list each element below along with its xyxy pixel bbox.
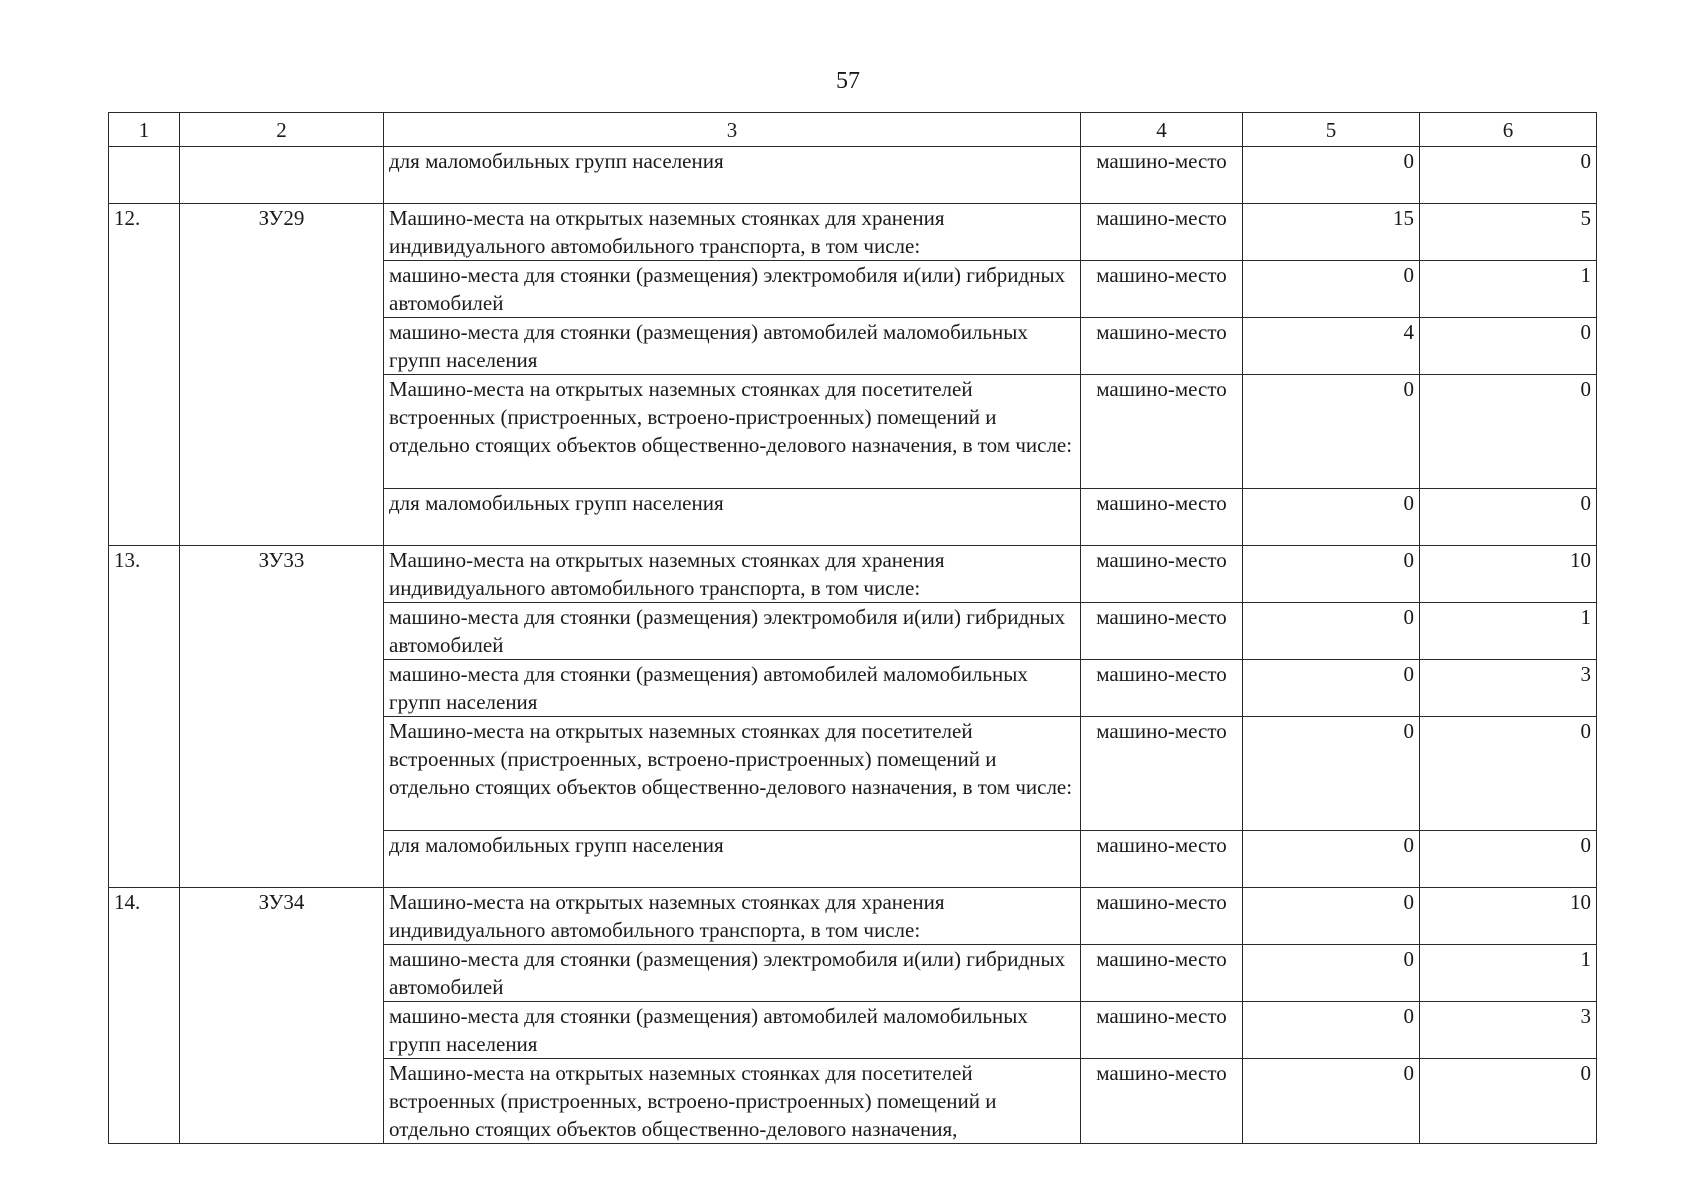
value-cell-6: 0 [1420, 1059, 1597, 1144]
row-number-cell [109, 147, 180, 204]
unit-cell: машино-место [1081, 603, 1243, 660]
plot-code-cell: ЗУ33 [180, 546, 384, 888]
unit-cell: машино-место [1081, 318, 1243, 375]
value-cell-6: 10 [1420, 888, 1597, 945]
description-cell: Машино-места на открытых наземных стоянках для хранения индивидуального автомобильного транспорта, в том числе: [384, 888, 1081, 945]
description-cell: Машино-места на открытых наземных стоянках для хранения индивидуального автомобильного транспорта, в том числе: [384, 204, 1081, 261]
unit-cell: машино-место [1081, 375, 1243, 489]
value-cell-5: 0 [1243, 945, 1420, 1002]
column-header: 1 [109, 113, 180, 147]
table-row [109, 204, 1597, 261]
value-cell-5: 0 [1243, 888, 1420, 945]
value-cell-6: 3 [1420, 1002, 1597, 1059]
value-cell-5: 0 [1243, 831, 1420, 888]
row-number-cell: 12. [109, 204, 180, 546]
description-cell: машино-места для стоянки (размещения) электромобиля и(или) гибридных автомобилей [384, 261, 1081, 318]
column-header: 6 [1420, 113, 1597, 147]
value-cell-6: 0 [1420, 147, 1597, 204]
column-header: 2 [180, 113, 384, 147]
column-header: 5 [1243, 113, 1420, 147]
description-cell: Машино-места на открытых наземных стоянках для посетителей встроенных (пристроенных, встроено-пристроенных) помещений и отдельно стоящих объектов общественно-делового назначения, в том числе: [384, 717, 1081, 831]
unit-cell: машино-место [1081, 261, 1243, 318]
value-cell-5: 0 [1243, 717, 1420, 831]
description-cell: машино-места для стоянки (размещения) автомобилей маломобильных групп населения [384, 1002, 1081, 1059]
plot-code-cell [180, 147, 384, 204]
value-cell-6: 0 [1420, 831, 1597, 888]
value-cell-6: 1 [1420, 261, 1597, 318]
page-number: 57 [836, 68, 860, 94]
value-cell-5: 0 [1243, 603, 1420, 660]
unit-cell: машино-место [1081, 831, 1243, 888]
value-cell-6: 1 [1420, 945, 1597, 1002]
description-cell: Машино-места на открытых наземных стоянках для посетителей встроенных (пристроенных, встроено-пристроенных) помещений и отдельно стоящих объектов общественно-делового назначения, [384, 1059, 1081, 1144]
unit-cell: машино-место [1081, 147, 1243, 204]
unit-cell: машино-место [1081, 945, 1243, 1002]
description-cell: машино-места для стоянки (размещения) электромобиля и(или) гибридных автомобилей [384, 945, 1081, 1002]
plot-code-cell: ЗУ29 [180, 204, 384, 546]
description-cell: для маломобильных групп населения [384, 831, 1081, 888]
value-cell-5: 0 [1243, 546, 1420, 603]
table-row [109, 546, 1597, 603]
unit-cell: машино-место [1081, 204, 1243, 261]
value-cell-5: 0 [1243, 261, 1420, 318]
value-cell-6: 5 [1420, 204, 1597, 261]
description-cell: для маломобильных групп населения [384, 489, 1081, 546]
value-cell-6: 3 [1420, 660, 1597, 717]
value-cell-5: 0 [1243, 147, 1420, 204]
unit-cell: машино-место [1081, 717, 1243, 831]
value-cell-5: 15 [1243, 204, 1420, 261]
unit-cell: машино-место [1081, 1002, 1243, 1059]
column-header: 4 [1081, 113, 1243, 147]
value-cell-6: 1 [1420, 603, 1597, 660]
value-cell-5: 0 [1243, 660, 1420, 717]
value-cell-6: 0 [1420, 318, 1597, 375]
value-cell-6: 0 [1420, 717, 1597, 831]
description-cell: машино-места для стоянки (размещения) электромобиля и(или) гибридных автомобилей [384, 603, 1081, 660]
value-cell-5: 0 [1243, 1002, 1420, 1059]
description-cell: машино-места для стоянки (размещения) автомобилей маломобильных групп населения [384, 660, 1081, 717]
unit-cell: машино-место [1081, 1059, 1243, 1144]
value-cell-6: 0 [1420, 375, 1597, 489]
description-cell: машино-места для стоянки (размещения) автомобилей маломобильных групп населения [384, 318, 1081, 375]
description-cell: Машино-места на открытых наземных стоянках для хранения индивидуального автомобильного транспорта, в том числе: [384, 546, 1081, 603]
value-cell-6: 10 [1420, 546, 1597, 603]
description-cell: Машино-места на открытых наземных стоянках для посетителей встроенных (пристроенных, встроено-пристроенных) помещений и отдельно стоящих объектов общественно-делового назначения, в том числе: [384, 375, 1081, 489]
value-cell-5: 0 [1243, 489, 1420, 546]
plot-code-cell: ЗУ34 [180, 888, 384, 1144]
unit-cell: машино-место [1081, 660, 1243, 717]
unit-cell: машино-место [1081, 489, 1243, 546]
parking-spaces-table [108, 112, 1597, 1144]
description-cell: для маломобильных групп населения [384, 147, 1081, 204]
value-cell-6: 0 [1420, 489, 1597, 546]
unit-cell: машино-место [1081, 546, 1243, 603]
table-header-row [109, 113, 1597, 147]
unit-cell: машино-место [1081, 888, 1243, 945]
value-cell-5: 0 [1243, 375, 1420, 489]
value-cell-5: 0 [1243, 1059, 1420, 1144]
column-header: 3 [384, 113, 1081, 147]
value-cell-5: 4 [1243, 318, 1420, 375]
row-number-cell: 13. [109, 546, 180, 888]
table-row [109, 888, 1597, 945]
table-row [109, 147, 1597, 204]
row-number-cell: 14. [109, 888, 180, 1144]
